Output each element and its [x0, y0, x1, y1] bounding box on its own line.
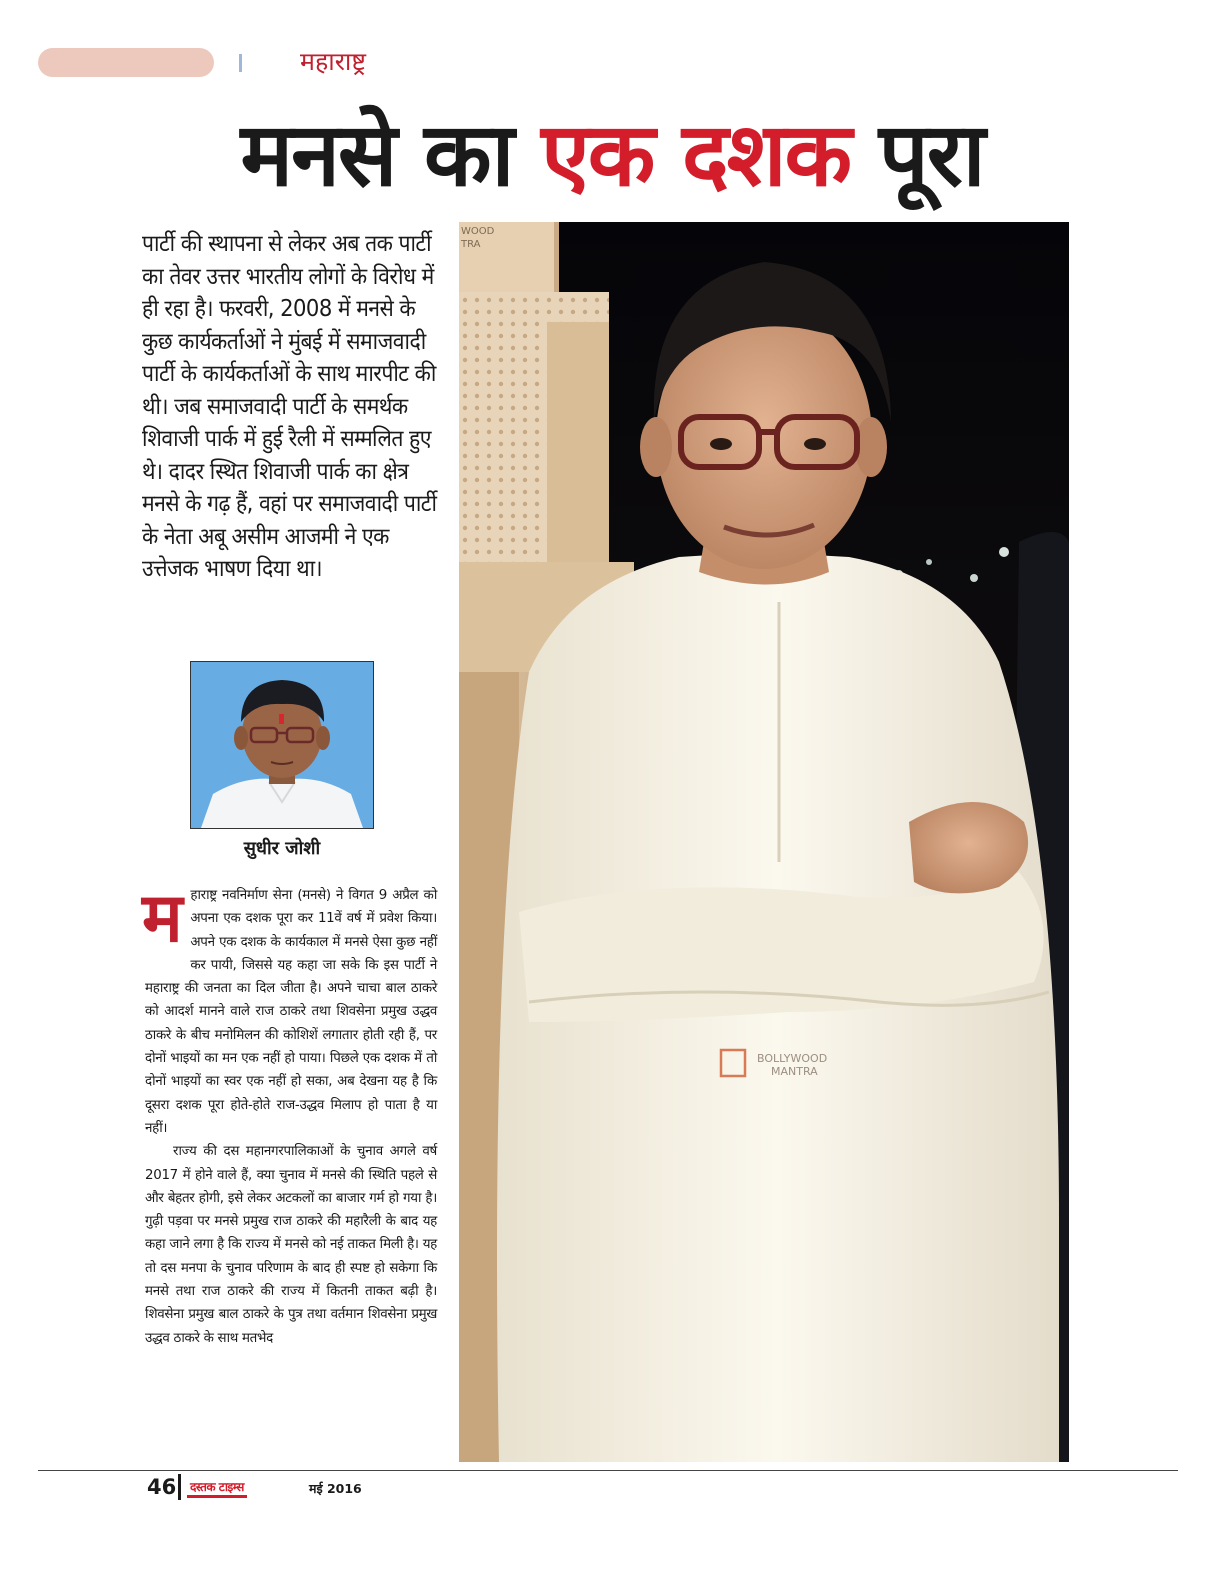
author-photo: [190, 661, 374, 829]
article-paragraph-1: हाराष्ट्र नवनिर्माण सेना (मनसे) ने विगत 9 अप्रैल को अपना एक दशक पूरा कर 11वें वर्ष में प्रवेश किया। अपने एक दशक के कार्यकाल में मनसे ऐसा कुछ नहीं कर पायी, जिससे यह कहा जा सके कि इस पार्टी ने महाराष्ट्र की जनता का दिल जीता है। अपने चाचा बाल ठाकरे को आदर्श मानने वाले राज ठाकरे तथा शिवसेना प्रमुख उद्धव ठाकरे के बीच मनोमिलन की कोशिशें लगातार होती रही हैं, पर दोनों भाइयों का मन एक नहीं हो पाया। पिछले एक दशक में तो दोनों भाइयों का स्वर एक नहीं हो सका, अब देखना यह है कि दूसरा दशक पूरा होते-होते राज-उद्धव मिलाप हो पाता है या नहीं।: [145, 888, 437, 1136]
watermark-line1: BOLLYWOOD: [757, 1052, 828, 1065]
headline-part2: एक दशक: [541, 103, 851, 206]
portrait-illustration: [459, 222, 1069, 1462]
article-paragraph-2: राज्य की दस महानगरपालिकाओं के चुनाव अगले वर्ष 2017 में होने वाले हैं, क्या चुनाव में मनसे की स्थिति पहले से और बेहतर होगी, इसे लेकर अटकलों का बाजार गर्म हो गया है। गुढ़ी पड़वा पर मनसे प्रमुख राज ठाकरे की महारैली के बाद यह कहा जाने लगा है कि राज्य में मनसे को नई ताकत मिली है। यह तो दस मनपा के चुनाव परिणाम के बाद ही स्पष्ट हो सकेगा कि मनसे तथा राज ठाकरे की राज्य में कितनी ताकत बढ़ी है। शिवसेना प्रमुख बाल ठाकरे के पुत्र तथा वर्तमान शिवसेना प्रमुख उद्धव ठाकरे के साथ मतभेद: [145, 1144, 437, 1346]
main-photo: [459, 222, 1069, 1462]
header-pill: [38, 48, 214, 77]
page-number: 46: [147, 1475, 177, 1499]
author-portrait-illustration: [191, 662, 373, 828]
watermark-line2: MANTRA: [771, 1065, 818, 1078]
header-separator: [239, 54, 242, 72]
footer-divider: [178, 1474, 181, 1500]
corner-watermark-line1: WOOD: [461, 226, 495, 237]
author-name: सुधीर जोशी: [243, 838, 321, 859]
headline: [0, 100, 1224, 210]
pull-quote: पार्टी की स्थापना से लेकर अब तक पार्टी का तेवर उत्तर भारतीय लोगों के विरोध में ही रहा है। फरवरी, 2008 में मनसे के कुछ कार्यकर्ताओं ने मुंबई में समाजवादी पार्टी के कार्यकर्ताओं के साथ मारपीट की थी। जब समाजवादी पार्टी के समर्थक शिवाजी पार्क में हुई रैली में सम्मलित हुए थे। दादर स्थित शिवाजी पार्क का क्षेत्र मनसे के गढ़ हैं, वहां पर समाजवादी पार्टी के नेता अबू असीम आजमी ने एक उत्तेजक भाषण दिया था।: [142, 231, 437, 582]
headline-part3: पूरा: [850, 103, 984, 206]
issue-date: मई 2016: [309, 1481, 362, 1496]
footer-rule: [38, 1470, 1178, 1471]
dropcap: म: [142, 879, 183, 958]
headline-part1: मनसे का: [240, 103, 542, 206]
corner-watermark-line2: TRA: [461, 239, 481, 250]
magazine-logo: दस्तक टाइम्स: [187, 1480, 247, 1498]
article-body: [142, 879, 437, 1350]
section-label: महाराष्ट्र: [300, 47, 367, 76]
